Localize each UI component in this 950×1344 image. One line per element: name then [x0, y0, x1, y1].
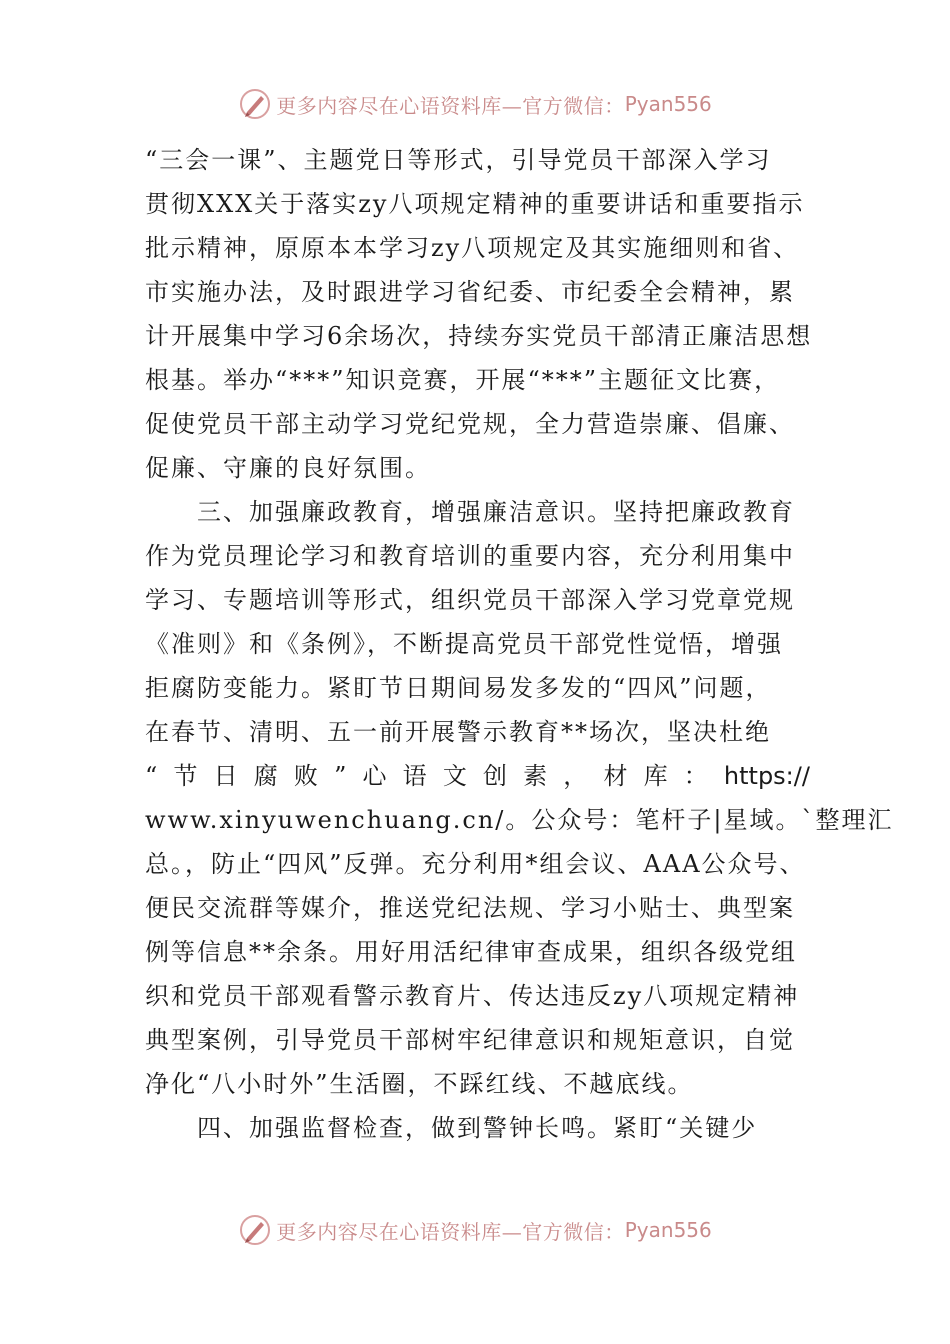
- justified-char: ：: [683, 762, 708, 790]
- text-line: 根基。举办“***”知识竞赛，开展“***”主题征文比赛，: [145, 366, 781, 394]
- justified-char: 日: [213, 762, 238, 790]
- text-line: 批示精神，原原本本学习zy八项规定及其实施细则和省、: [145, 234, 800, 262]
- justified-char: 败: [293, 762, 318, 790]
- text-line: 净化“八小时外”生活圈，不踩红线、不越底线。: [145, 1070, 694, 1098]
- pen-logo-icon: [238, 87, 272, 121]
- text-line: 便民交流群等媒介，推送党纪法规、学习小贴士、典型案: [145, 894, 795, 922]
- text-line: 典型案例，引导党员干部树牢纪律意识和规矩意识，自觉: [145, 1026, 795, 1054]
- watermark-handle: Pyan556: [624, 1218, 712, 1242]
- justified-char: 腐: [253, 762, 278, 790]
- text-line: 促廉、守廉的良好氛围。: [145, 454, 431, 482]
- justified-char: 创: [482, 762, 507, 790]
- justified-text-line: [145, 754, 810, 798]
- justified-char: 材: [603, 762, 628, 790]
- text-line: 市实施办法，及时跟进学习省纪委、市纪委全会精神，累: [145, 278, 795, 306]
- watermark-handle: Pyan556: [624, 92, 712, 116]
- text-line: 作为党员理论学习和教育培训的重要内容，充分利用集中: [145, 542, 795, 570]
- watermark-text: 更多内容尽在心语资料库—官方微信：: [276, 1219, 625, 1244]
- text-line: 拒腐防变能力。紧盯节日期间易发多发的“四风”问题，: [145, 674, 772, 702]
- justified-char: 心: [362, 762, 387, 790]
- justified-char: 库: [643, 762, 668, 790]
- text-line: 学习、专题培训等形式，组织党员干部深入学习党章党规: [145, 586, 795, 614]
- text-line: 在春节、清明、五一前开展警示教育**场次，坚决杜绝: [145, 718, 771, 746]
- justified-char: 文: [442, 762, 467, 790]
- text-line: 三、加强廉政教育，增强廉洁意识。坚持把廉政教育: [145, 498, 795, 526]
- footer-watermark: [0, 1208, 950, 1252]
- text-line: 例等信息**余条。用好用活纪律审查成果，组织各级党组: [145, 938, 797, 966]
- justified-char: ，: [563, 762, 588, 790]
- justified-char: 素: [523, 762, 548, 790]
- document-body: [145, 138, 894, 1150]
- pen-logo-icon: [238, 1213, 272, 1247]
- text-line: 织和党员干部观看警示教育片、传达违反zy八项规定精神: [145, 982, 800, 1010]
- url-fragment: https://: [723, 762, 810, 790]
- text-line: 总。，防止“四风”反弹。充分利用*组会议、AAA公众号、: [145, 850, 806, 878]
- justified-char: ”: [334, 762, 347, 790]
- header-watermark: [0, 82, 950, 126]
- text-line: 计开展集中学习6余场次，持续夯实党员干部清正廉洁思想: [145, 322, 813, 350]
- watermark-text: 更多内容尽在心语资料库—官方微信：: [276, 93, 625, 118]
- text-line: “三会一课”、主题党日等形式，引导党员干部深入学习: [145, 146, 772, 174]
- justified-char: 语: [402, 762, 427, 790]
- justified-char: 节: [173, 762, 198, 790]
- text-line: 四、加强监督检查，做到警钟长鸣。紧盯“关键少: [145, 1114, 758, 1142]
- justified-char: “: [145, 762, 158, 790]
- text-line: 《准则》和《条例》，不断提高党员干部党性觉悟，增强: [145, 630, 783, 658]
- text-line: 贯彻XXX关于落实zy八项规定精神的重要讲话和重要指示: [145, 190, 805, 218]
- text-line: www.xinyuwenchuang.cn/。公众号：笔杆子|星域。`整理汇: [145, 806, 894, 834]
- text-line: 促使党员干部主动学习党纪党规，全力营造崇廉、倡廉、: [145, 410, 795, 438]
